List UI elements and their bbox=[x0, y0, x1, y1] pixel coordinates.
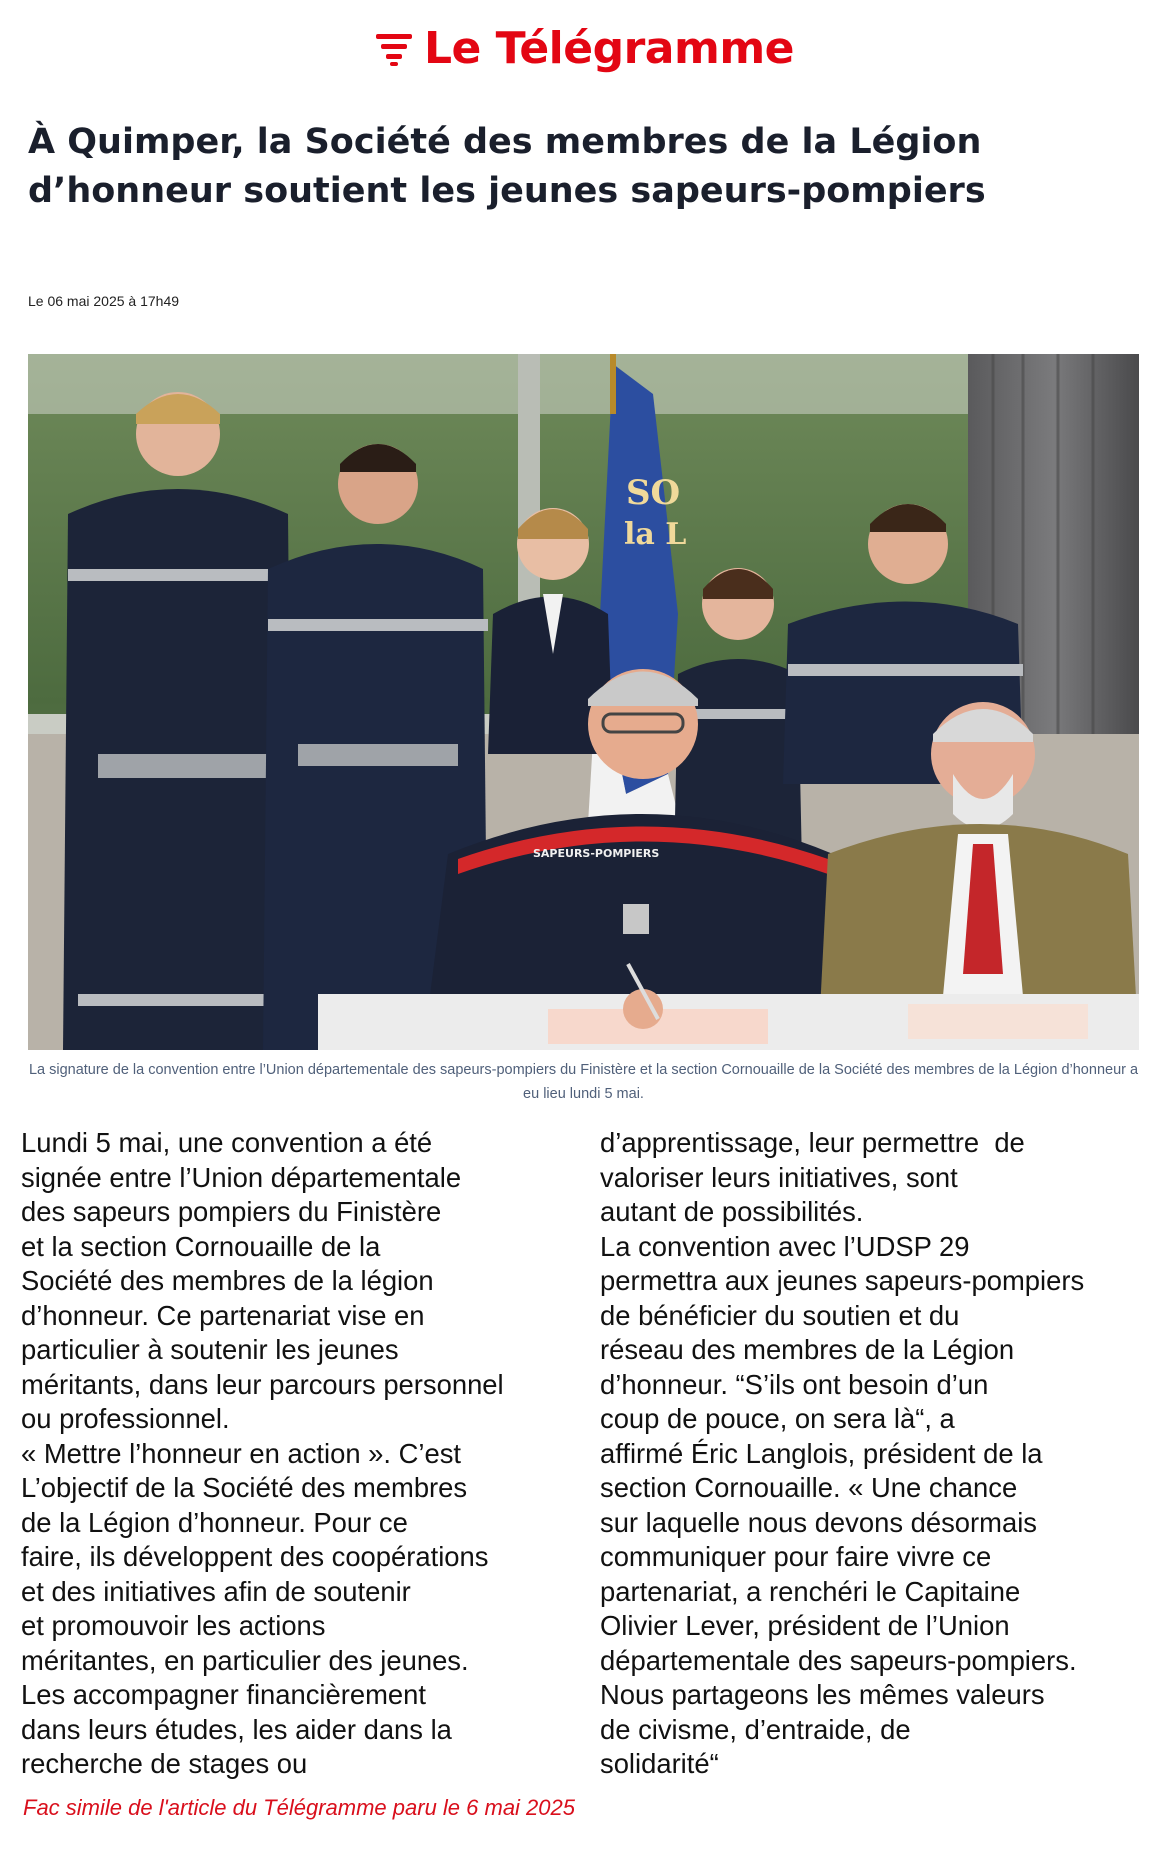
article-headline: À Quimper, la Société des membres de la Légion d’honneur soutient les jeunes sapeurs-pompiers bbox=[28, 122, 986, 211]
body-line: permettra aux jeunes sapeurs-pompiers bbox=[600, 1265, 1085, 1296]
body-line: et la section Cornouaille de la bbox=[21, 1230, 381, 1262]
body-line: recherche de stages ou bbox=[21, 1748, 308, 1779]
body-line: section Cornouaille. « Une chance bbox=[600, 1472, 1018, 1503]
article-date: Le 06 mai 2025 à 17h49 bbox=[28, 293, 180, 309]
firefighter-badge-text: SAPEURS-POMPIERS bbox=[533, 847, 660, 860]
flag-text-1: SO bbox=[626, 473, 681, 513]
body-line: Nous partageons les mêmes valeurs bbox=[600, 1679, 1045, 1710]
body-line: des sapeurs pompiers du Finistère bbox=[21, 1196, 442, 1227]
body-line: « Mettre l’honneur en action ». C’est bbox=[21, 1437, 462, 1469]
body-line: dans leurs études, les aider dans la bbox=[21, 1713, 452, 1745]
body-line: L’objectif de la Société des membres bbox=[21, 1472, 468, 1503]
body-line: sur laquelle nous devons désormais bbox=[600, 1506, 1037, 1538]
body-line: de civisme, d’entraide, de bbox=[600, 1713, 911, 1745]
flag-text-2: la L bbox=[624, 517, 687, 552]
masthead bbox=[0, 18, 1170, 78]
body-line: autant de possibilités. bbox=[600, 1196, 864, 1227]
body-line: de bénéficier du soutien et du bbox=[600, 1299, 960, 1331]
body-line: et des initiatives afin de soutenir bbox=[21, 1575, 411, 1607]
body-line: Société des membres de la légion bbox=[21, 1265, 434, 1296]
body-line: et promouvoir les actions bbox=[21, 1610, 326, 1641]
masthead-title: Le Télégramme bbox=[423, 22, 795, 74]
facsimile-note: Fac simile de l'article du Télégramme paru le 6 mai 2025 bbox=[23, 1795, 575, 1820]
body-line: coup de pouce, on sera là“, a bbox=[600, 1403, 955, 1434]
body-line: Lundi 5 mai, une convention a été bbox=[21, 1127, 433, 1158]
article-photo bbox=[28, 354, 1139, 1050]
body-line: Olivier Lever, président de l’Union bbox=[600, 1610, 1010, 1641]
body-line: signée entre l’Union départementale bbox=[21, 1161, 462, 1193]
body-line: méritantes, en particulier des jeunes. bbox=[21, 1644, 469, 1676]
body-line: d’honneur. “S’ils ont besoin d’un bbox=[600, 1368, 989, 1400]
body-line: solidarité“ bbox=[600, 1748, 719, 1779]
body-line: d’honneur. Ce partenariat vise en bbox=[21, 1299, 425, 1331]
photo-illustration bbox=[28, 354, 1139, 1050]
body-line: de la Légion d’honneur. Pour ce bbox=[21, 1506, 408, 1538]
body-line: valoriser leurs initiatives, sont bbox=[600, 1161, 958, 1193]
body-line: ou professionnel. bbox=[21, 1403, 230, 1434]
body-line: d’apprentissage, leur permettre de bbox=[600, 1127, 1025, 1158]
article-body-left-column bbox=[21, 1126, 581, 1782]
body-line: partenariat, a renchéri le Capitaine bbox=[600, 1575, 1021, 1607]
body-line: départementale des sapeurs-pompiers. bbox=[600, 1644, 1077, 1676]
body-line: réseau des membres de la Légion bbox=[600, 1334, 1015, 1365]
photo-caption: La signature de la convention entre l’Union départementale des sapeurs-pompiers du Finistère et la section Cornouaille de la Société des membres de la Légion d’honneur a eu lieu lundi 5 mai. bbox=[28, 1062, 1139, 1102]
body-line: faire, ils développent des coopérations bbox=[21, 1541, 489, 1572]
body-line: Les accompagner financièrement bbox=[21, 1679, 427, 1710]
telegramme-lines-icon bbox=[376, 30, 412, 66]
article-body-right-column bbox=[600, 1126, 1160, 1782]
body-line: méritants, dans leur parcours personnel bbox=[21, 1368, 504, 1400]
body-line: affirmé Éric Langlois, président de la bbox=[600, 1437, 1043, 1469]
masthead-logo[interactable] bbox=[376, 23, 794, 74]
body-line: particulier à soutenir les jeunes bbox=[21, 1334, 399, 1365]
body-line: La convention avec l’UDSP 29 bbox=[600, 1230, 970, 1262]
body-line: communiquer pour faire vivre ce bbox=[600, 1541, 992, 1572]
